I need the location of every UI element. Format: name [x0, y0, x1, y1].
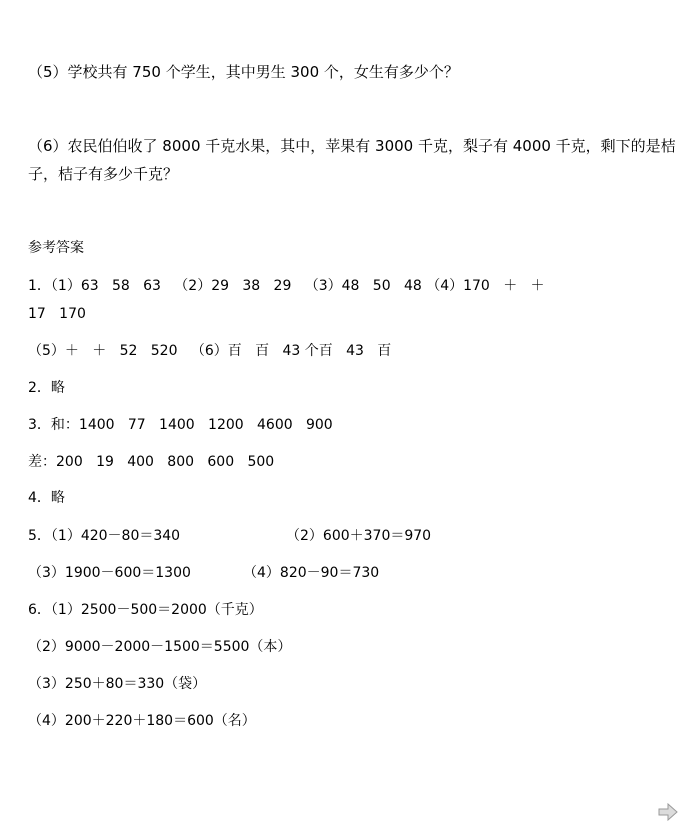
- answer-1-line-2: 17 170: [28, 306, 86, 322]
- answer-5-line-2-right: （4）820－90＝730: [243, 565, 380, 581]
- answer-2: 2．略: [28, 380, 65, 396]
- answer-5-line-1-left: 5．（1）420－80＝340: [28, 528, 181, 544]
- answer-6-line-1: 6．（1）2500－500＝2000（千克）: [28, 602, 263, 618]
- answer-5-line-1-right: （2）600＋370＝970: [286, 528, 432, 544]
- answers-heading: 参考答案: [28, 240, 84, 256]
- answer-1-line-3: （5）＋ ＋ 52 520 （6）百 百 43 个百 43 百: [28, 343, 392, 359]
- answer-3-line-2: 差：200 19 400 800 600 500: [28, 454, 275, 470]
- question-5: （5）学校共有 750 个学生，其中男生 300 个，女生有多少个？: [28, 63, 459, 81]
- answer-6-line-3: （3）250＋80＝330（袋）: [28, 676, 207, 692]
- answer-6-line-2: （2）9000－2000－1500＝5500（本）: [28, 639, 292, 655]
- answer-1-line-1: 1．（1）63 58 63 （2）29 38 29 （3）48 50 48 （4）170 ＋ ＋: [28, 278, 545, 294]
- question-6-line-1: （6）农民伯伯收了 8000 千克水果，其中，苹果有 3000 千克，梨子有 4000 千克，剩下的是桔: [28, 137, 676, 155]
- answer-3-line-1: 3．和：1400 77 1400 1200 4600 900: [28, 417, 333, 433]
- next-page-arrow-icon[interactable]: [658, 803, 678, 821]
- answer-4: 4．略: [28, 490, 65, 506]
- answer-6-line-4: （4）200＋220＋180＝600（名）: [28, 713, 256, 729]
- answer-5-line-2-left: （3）1900－600＝1300: [28, 565, 191, 581]
- question-6-line-2: 子，桔子有多少千克？: [28, 165, 179, 183]
